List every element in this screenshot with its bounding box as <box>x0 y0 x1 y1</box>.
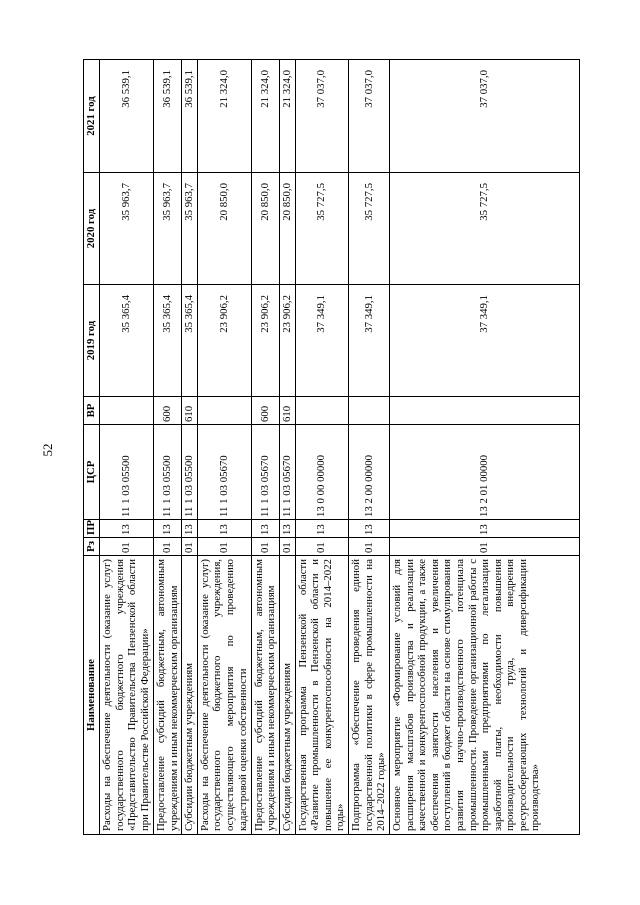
table-row <box>251 60 279 835</box>
row-rz: 01 <box>197 538 251 556</box>
row-pr: 13 <box>295 520 348 538</box>
row-2019: 23 906,2 <box>279 285 295 397</box>
row-name: Субсидии бюджетным учреждениям <box>182 556 198 835</box>
table-row <box>295 60 348 835</box>
row-name: Государственная программа Пензенской области «Развитие промышленности в Пензенской области и повышение ее конкурентоспособности на 2014–2022 годы» <box>295 556 348 835</box>
row-pr: 13 <box>348 520 389 538</box>
header-csr: ЦСР <box>84 425 100 520</box>
row-2019: 23 906,2 <box>251 285 279 397</box>
row-2020: 35 727,5 <box>348 173 389 285</box>
table-row <box>389 60 579 835</box>
row-csr: 11 1 03 05500 <box>154 425 182 520</box>
row-2020: 35 727,5 <box>389 173 579 285</box>
header-row <box>84 60 100 835</box>
row-name: Подпрограмма «Обеспечение проведения единой государственной политики в сфере промышленности на 2014–2022 годы» <box>348 556 389 835</box>
row-rz: 01 <box>389 538 579 556</box>
row-pr: 13 <box>100 520 154 538</box>
row-2020: 35 727,5 <box>295 173 348 285</box>
row-csr: 11 1 03 05500 <box>182 425 198 520</box>
row-2021: 37 037,0 <box>348 60 389 173</box>
row-2021: 36 539,1 <box>182 60 198 173</box>
row-name: Предоставление субсидий бюджетным, автономным учреждениям и иным некоммерческим организациям <box>251 556 279 835</box>
row-rz: 01 <box>251 538 279 556</box>
row-vr: 600 <box>154 397 182 425</box>
rotated-table-container <box>83 60 580 835</box>
header-vr: ВР <box>84 397 100 425</box>
header-rz: Рз <box>84 538 100 556</box>
row-csr: 13 2 00 00000 <box>348 425 389 520</box>
row-2020: 20 850,0 <box>251 173 279 285</box>
row-2021: 21 324,0 <box>197 60 251 173</box>
row-rz: 01 <box>279 538 295 556</box>
row-2020: 20 850,0 <box>279 173 295 285</box>
row-rz: 01 <box>154 538 182 556</box>
row-name: Предоставление субсидий бюджетным, автономным учреждениям и иным некоммерческим организациям <box>154 556 182 835</box>
table-row <box>154 60 182 835</box>
table-row <box>182 60 198 835</box>
row-name: Расходы на обеспечение деятельности (оказание услуг) государственного бюджетного учреждения, осуществляющего мероприятия по проведению кадастровой оценки собственности <box>197 556 251 835</box>
row-2020: 35 963,7 <box>182 173 198 285</box>
row-2021: 37 037,0 <box>295 60 348 173</box>
row-rz: 01 <box>100 538 154 556</box>
row-csr: 11 1 03 05500 <box>100 425 154 520</box>
row-vr: 610 <box>182 397 198 425</box>
row-2021: 21 324,0 <box>279 60 295 173</box>
row-vr <box>348 397 389 425</box>
row-2019: 37 349,1 <box>295 285 348 397</box>
row-2020: 35 963,7 <box>100 173 154 285</box>
table-row <box>279 60 295 835</box>
header-2020: 2020 год <box>84 173 100 285</box>
row-pr: 13 <box>251 520 279 538</box>
row-pr: 13 <box>182 520 198 538</box>
row-pr: 13 <box>154 520 182 538</box>
row-rz: 01 <box>182 538 198 556</box>
row-rz: 01 <box>348 538 389 556</box>
row-name: Субсидии бюджетным учреждениям <box>279 556 295 835</box>
row-csr: 11 1 03 05670 <box>197 425 251 520</box>
row-pr: 13 <box>197 520 251 538</box>
header-name: Наименование <box>84 556 100 835</box>
table-row <box>100 60 154 835</box>
row-2019: 23 906,2 <box>197 285 251 397</box>
row-csr: 13 0 00 00000 <box>295 425 348 520</box>
row-2019: 37 349,1 <box>348 285 389 397</box>
row-vr: 610 <box>279 397 295 425</box>
row-vr <box>197 397 251 425</box>
row-rz: 01 <box>295 538 348 556</box>
row-name: Основное мероприятие «Формирование условий для расширения масштабов производства и реализации качественной и конкурентоспособной продукции, а также обеспечения занятости населения и увеличения поступлений в бюджет области на основе стимулирования развития научно-производственного потенциала промышленности. Проведение организационной работы с промышленными предприятиями по легализации заработной платы, необходимости повышения производительности труда, внедрения ресурсосберегающих технологий и диверсификации производства» <box>389 556 579 835</box>
row-2019: 35 365,4 <box>182 285 198 397</box>
page-number: 52 <box>40 443 55 457</box>
header-pr: ПР <box>84 520 100 538</box>
row-2019: 35 365,4 <box>100 285 154 397</box>
row-vr <box>389 397 579 425</box>
header-2019: 2019 год <box>84 285 100 397</box>
row-2021: 36 539,1 <box>154 60 182 173</box>
table-row <box>197 60 251 835</box>
row-2019: 37 349,1 <box>389 285 579 397</box>
table-row <box>348 60 389 835</box>
row-name: Расходы на обеспечение деятельности (оказание услуг) государственного бюджетного учреждения «Представительство Правительства Пензенской области при Правительстве Российской Федерации» <box>100 556 154 835</box>
row-2020: 35 963,7 <box>154 173 182 285</box>
row-2020: 20 850,0 <box>197 173 251 285</box>
row-csr: 13 2 01 00000 <box>389 425 579 520</box>
row-csr: 11 1 03 05670 <box>251 425 279 520</box>
row-vr <box>295 397 348 425</box>
row-2021: 21 324,0 <box>251 60 279 173</box>
row-pr: 13 <box>389 520 579 538</box>
row-2019: 35 365,4 <box>154 285 182 397</box>
row-2021: 37 037,0 <box>389 60 579 173</box>
budget-table <box>83 59 580 835</box>
row-2021: 36 539,1 <box>100 60 154 173</box>
header-2021: 2021 год <box>84 60 100 173</box>
row-vr: 600 <box>251 397 279 425</box>
row-pr: 13 <box>279 520 295 538</box>
row-csr: 11 1 03 05670 <box>279 425 295 520</box>
row-vr <box>100 397 154 425</box>
